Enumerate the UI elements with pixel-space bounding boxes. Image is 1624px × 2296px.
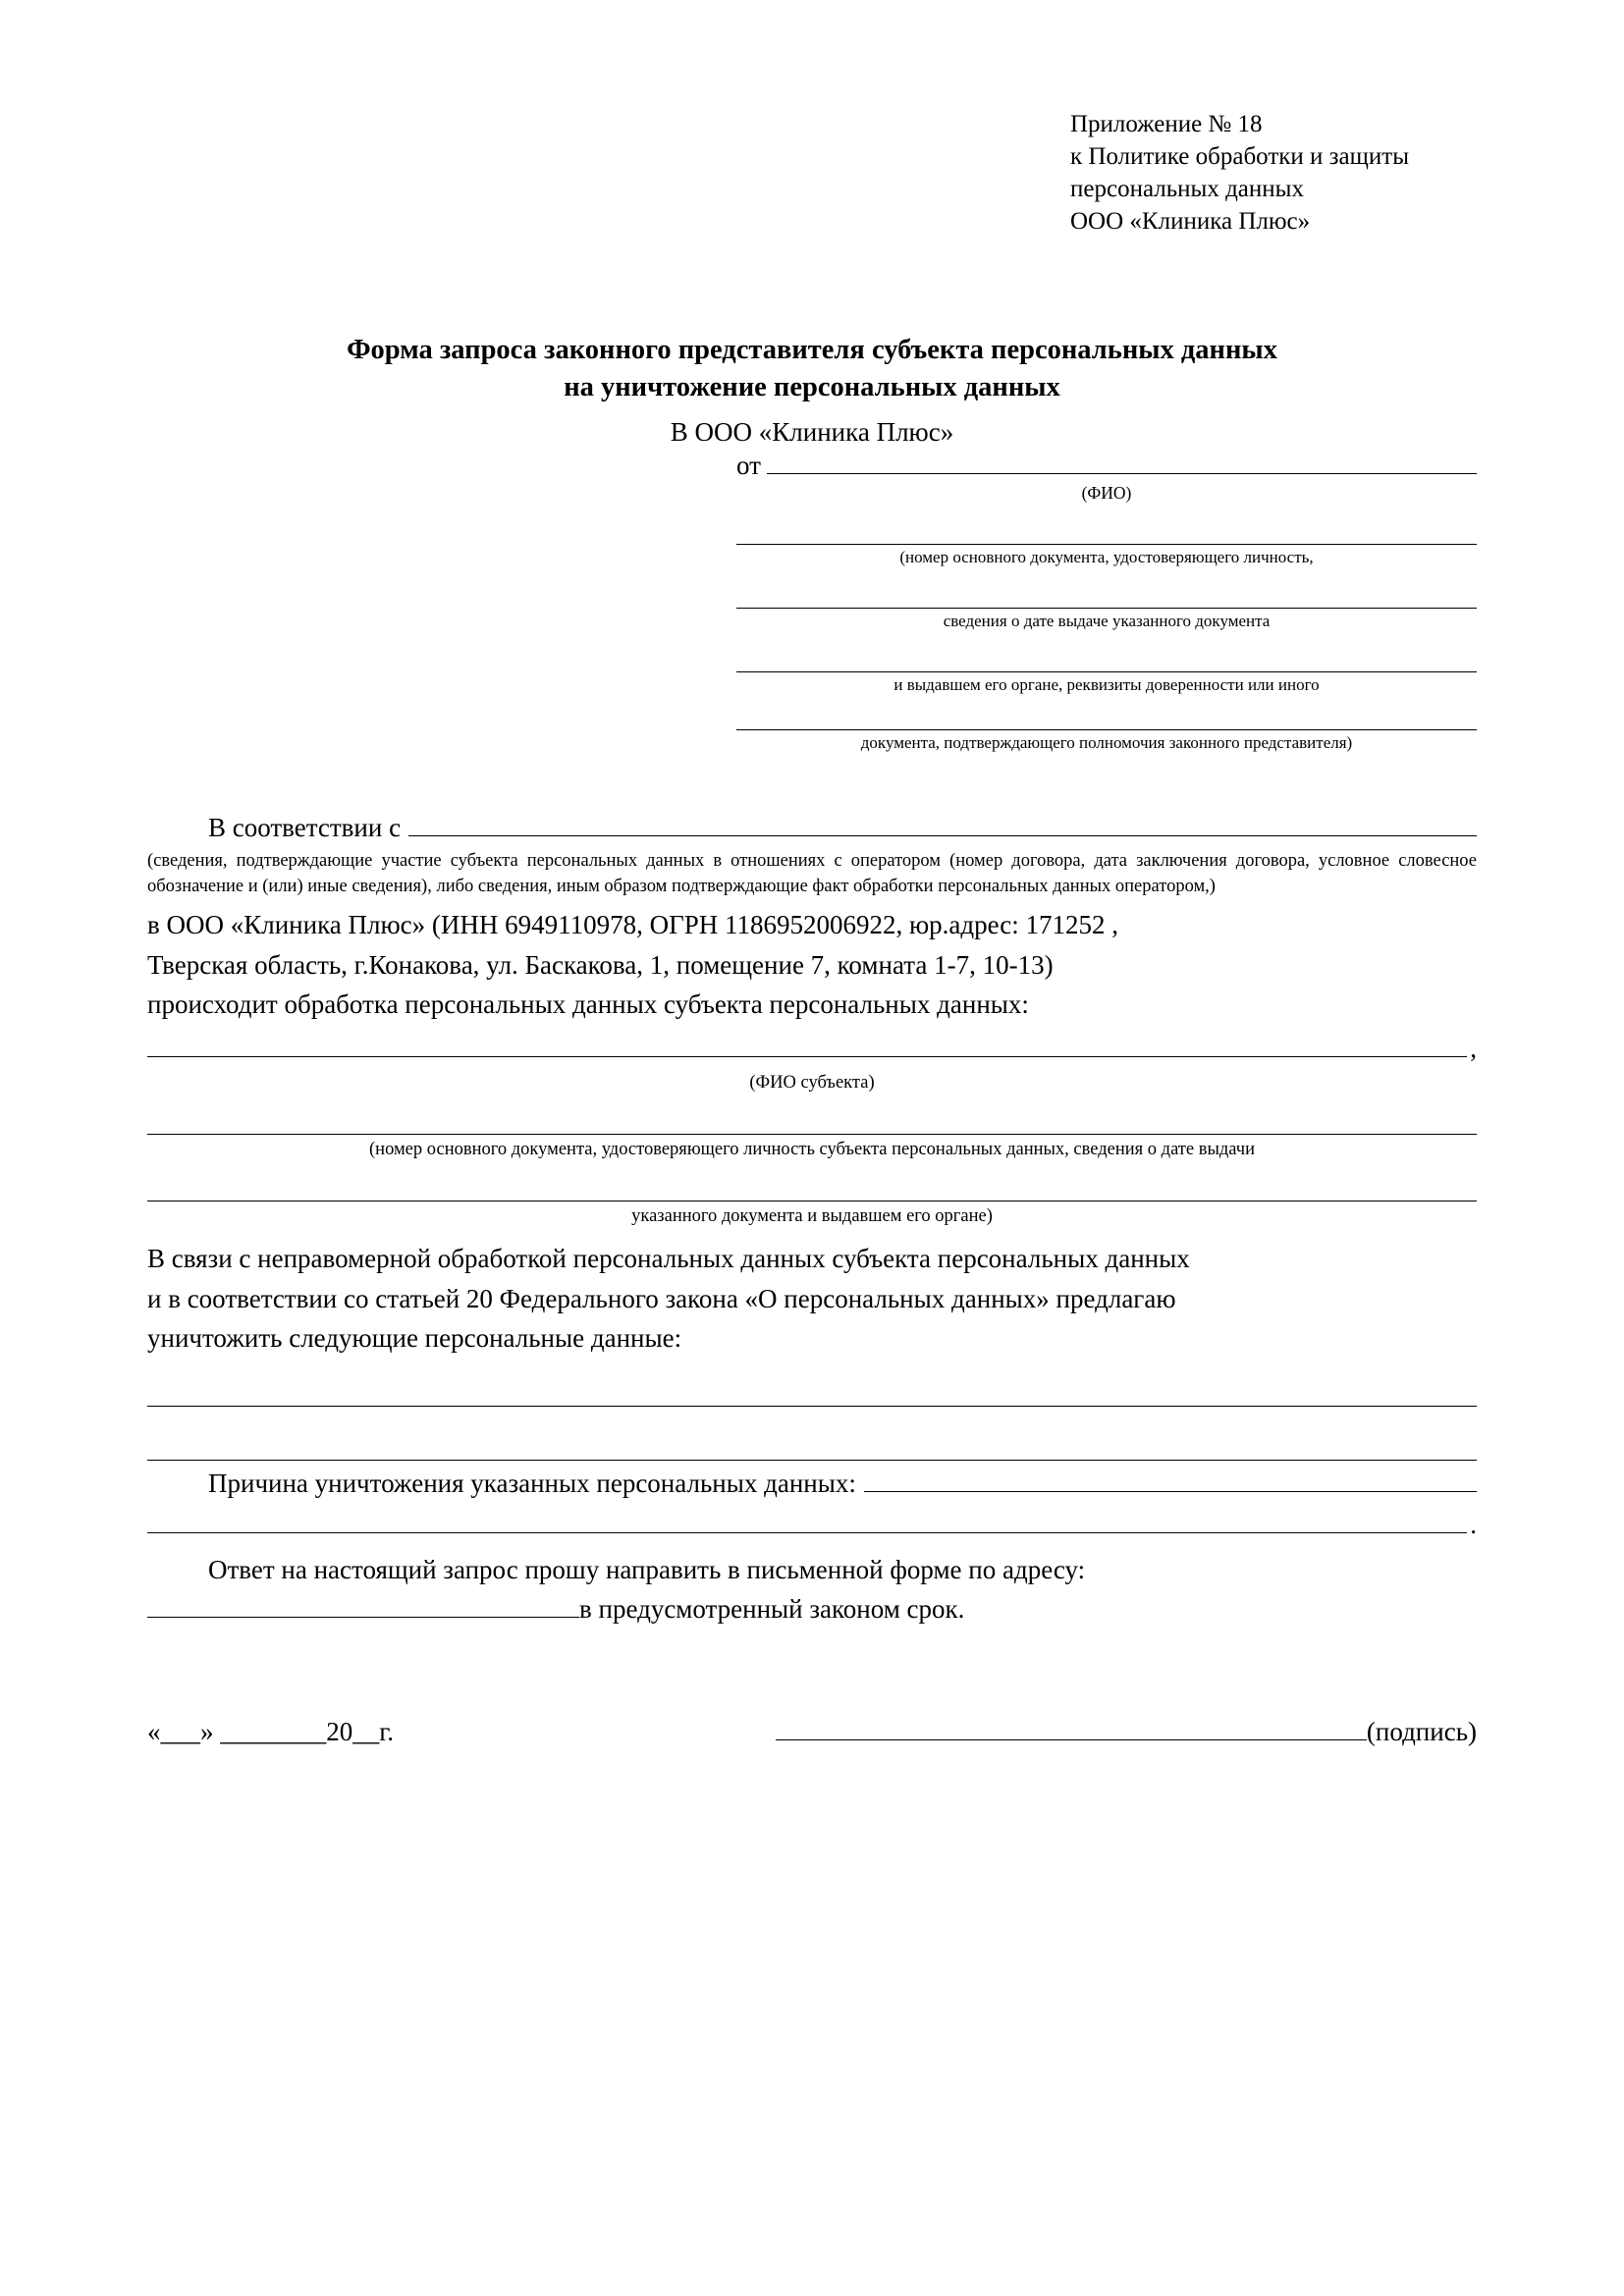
- appendix-header: [1070, 108, 1477, 238]
- subject-doc-caption-2: указанного документа и выдавшем его органе): [631, 1205, 993, 1226]
- signature-input[interactable]: [776, 1714, 1367, 1740]
- doc-authority-caption: документа, подтверждающего полномочия законного представителя): [860, 732, 1353, 752]
- organization-paragraph: [147, 905, 1477, 1025]
- doc-number-caption: (номер основного документа, удостоверяющего личность,: [899, 547, 1314, 566]
- organization-line-2: Тверская область, г.Конакова, ул. Баскакова, 1, помещение 7, комната 1-7, 10-13): [147, 949, 1054, 980]
- request-line-1: В связи с неправомерной обработкой персональных данных субъекта персональных данных: [147, 1244, 1190, 1274]
- data-to-destroy-input-2[interactable]: [147, 1430, 1477, 1461]
- doc-authority-input[interactable]: [736, 704, 1477, 730]
- answer-address-input[interactable]: [147, 1591, 579, 1618]
- answer-line-2: в предусмотренный законом срок.: [579, 1593, 965, 1624]
- page-title: [147, 332, 1477, 407]
- page-title-line-2: на уничтожение персональных данных: [564, 372, 1060, 403]
- appendix-policy-line-1: к Политике обработки и защиты: [1070, 143, 1410, 170]
- doc-issuer-caption: и выдавшем его органе, реквизиты доверенности или иного: [893, 674, 1320, 694]
- from-row: [736, 448, 1477, 481]
- from-label: от: [736, 450, 761, 480]
- signature-label: (подпись): [1366, 1716, 1477, 1746]
- appendix-number: Приложение № 18: [1070, 111, 1263, 137]
- applicant-block: [736, 448, 1477, 754]
- appendix-policy-line-2: персональных данных: [1070, 176, 1304, 202]
- doc-issuer-input[interactable]: [736, 646, 1477, 672]
- document-body: [147, 108, 1477, 1751]
- request-paragraph: [147, 1239, 1477, 1359]
- signature-field: [776, 1713, 1477, 1751]
- subject-fio-comma: ,: [1470, 1033, 1477, 1063]
- request-line-3: уничтожить следующие персональные данные:: [147, 1323, 682, 1354]
- answer-address-row: [147, 1590, 1477, 1629]
- subject-fio-caption: (ФИО субъекта): [749, 1072, 875, 1093]
- subject-fio-row: [147, 1027, 1477, 1068]
- fio-caption: (ФИО): [1081, 482, 1132, 503]
- reason-input-1[interactable]: [864, 1466, 1477, 1492]
- subject-doc-caption: (номер основного документа, удостоверяющего личность субъекта персональных данных, сведения о дате выдачи: [369, 1139, 1255, 1159]
- accordance-note: (сведения, подтверждающие участие субъекта персональных данных в отношениях с оператором (номер договора, дата заключения договора, условное словесное обозначение и (или) иные сведения), либо сведения, иным образом подтверждающие факт обработки персональных данных оператором,): [147, 851, 1477, 896]
- subject-doc-issuer-input[interactable]: [147, 1171, 1477, 1201]
- signature-row: [147, 1713, 1477, 1751]
- accordance-label: В соответствии с: [208, 813, 402, 843]
- doc-date-caption: сведения о дате выдаче указанного документа: [943, 611, 1271, 630]
- reason-label: Причина уничтожения указанных персональных данных:: [208, 1468, 856, 1498]
- appendix-organization: ООО «Клиника Плюс»: [1070, 208, 1311, 235]
- subject-doc-input[interactable]: [147, 1104, 1477, 1135]
- date-field[interactable]: «___» ________20__г.: [147, 1716, 395, 1746]
- organization-line-1: в ООО «Клиника Плюс» (ИНН 6949110978, ОГРН 1186952006922, юр.адрес: 171252 ,: [147, 910, 1119, 940]
- request-line-2: и в соответствии со статьей 20 Федерального закона «О персональных данных» предлагаю: [147, 1283, 1176, 1313]
- reason-input-2[interactable]: [147, 1503, 1467, 1533]
- reason-period: .: [1470, 1509, 1477, 1539]
- subject-fio-input[interactable]: [147, 1027, 1467, 1057]
- doc-number-input[interactable]: [736, 518, 1477, 545]
- accordance-input[interactable]: [408, 810, 1477, 836]
- from-fio-input[interactable]: [767, 448, 1477, 474]
- answer-paragraph: [147, 1550, 1477, 1590]
- organization-line-3: происходит обработка персональных данных субъекта персональных данных:: [147, 989, 1029, 1020]
- answer-line-1: Ответ на настоящий запрос прошу направить в письменной форме по адресу:: [208, 1555, 1086, 1585]
- page-title-line-1: Форма запроса законного представителя субъекта персональных данных: [347, 335, 1277, 365]
- doc-date-input[interactable]: [736, 582, 1477, 609]
- main-body: [147, 809, 1477, 1751]
- addressee-line: В ООО «Клиника Плюс»: [670, 416, 954, 447]
- accordance-row: [147, 809, 1477, 847]
- data-to-destroy-input-1[interactable]: [147, 1376, 1477, 1407]
- reason-row: [147, 1465, 1477, 1503]
- reason-row-2: [147, 1503, 1477, 1544]
